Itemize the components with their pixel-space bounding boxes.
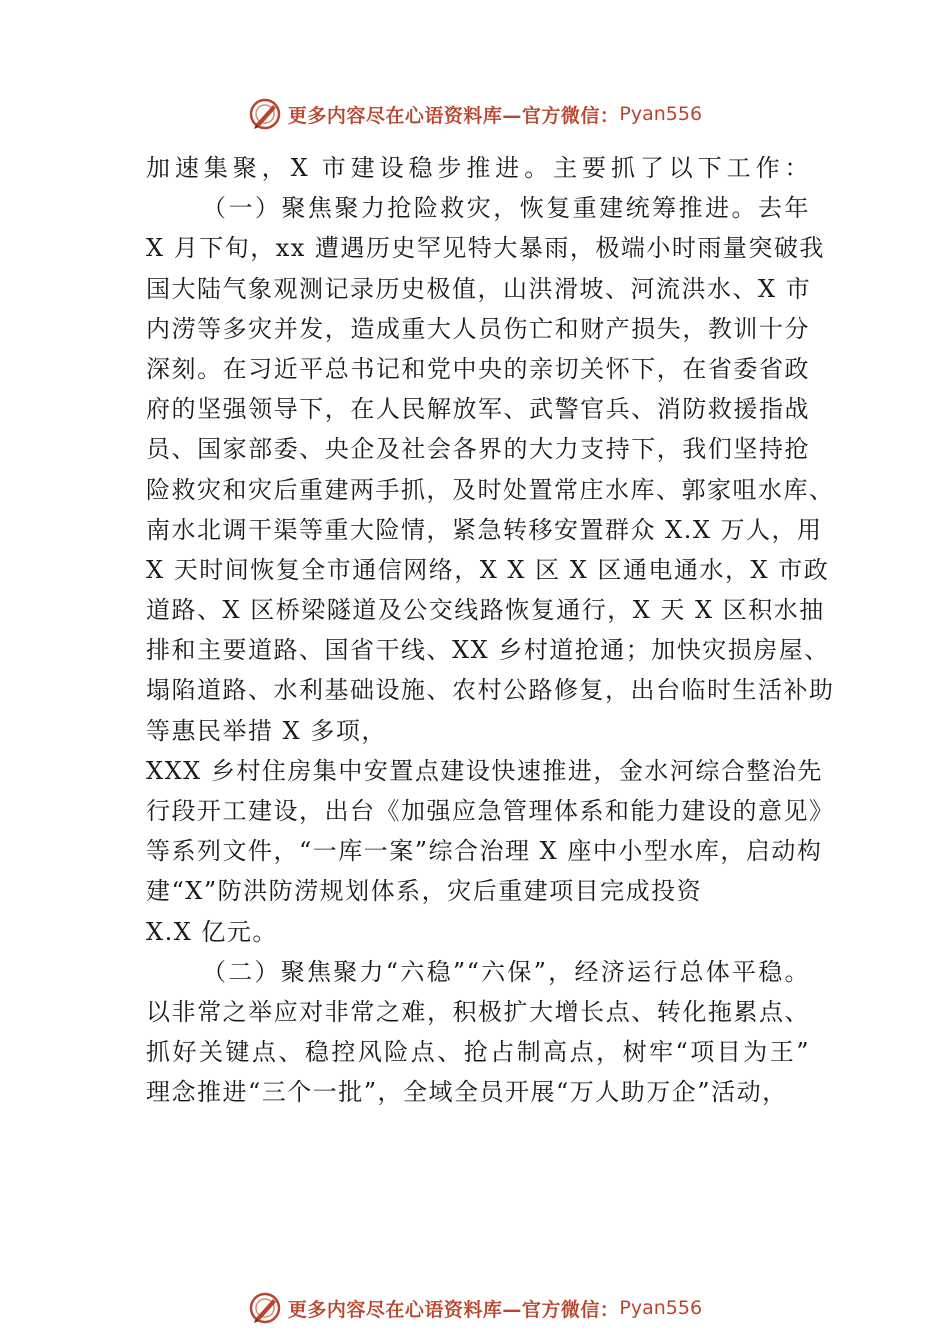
banner-contact: Pyan556 [619, 103, 703, 125]
text-line: X 月下旬，xx 遭遇历史罕见特大暴雨，极端小时雨量突破我 [146, 234, 825, 263]
text-line: 建“X”防洪防涝规划体系，灾后重建项目完成投资 [146, 877, 703, 906]
banner-text: 更多内容尽在心语资料库—官方微信： [287, 104, 620, 127]
section-heading-line: （一）聚焦聚力抢险救灾，恢复重建统筹推进。去年 [202, 194, 810, 223]
text-line: 险救灾和灾后重建两手抓，及时处置常庄水库、郭家咀水库、 [146, 475, 835, 504]
text-line: XXX 乡村住房集中安置点建设快速推进，金水河综合整治先 [146, 756, 823, 785]
text-line: 抓好关键点、稳控风险点、抢占制高点，树牢“项目为王” [146, 1038, 810, 1067]
text-line: 等系列文件，“一库一案”综合治理 X 座中小型水库，启动构 [146, 837, 823, 866]
footer-banner [0, 1286, 950, 1330]
text-line: 员、国家部委、央企及社会各界的大力支持下，我们坚持抢 [146, 435, 810, 464]
pen-circle-logo-icon [248, 1291, 282, 1325]
text-line: 内涝等多灾并发，造成重大人员伤亡和财产损失，教训十分 [146, 314, 810, 343]
text-line: 塌陷道路、水利基础设施、农村公路修复，出台临时生活补助 [146, 676, 835, 705]
text-line: X.X 亿元。 [146, 917, 278, 946]
document-body [146, 148, 835, 1113]
text-line: X 天时间恢复全市通信网络，X X 区 X 区通电通水，X 市政 [146, 555, 830, 584]
text-line: 等惠民举措 X 多项， [146, 716, 387, 745]
text-line: 南水北调干渠等重大险情，紧急转移安置群众 X.X 万人，用 [146, 515, 823, 544]
text-line: 深刻。在习近平总书记和党中央的亲切关怀下，在省委省政 [146, 354, 810, 383]
banner-contact: Pyan556 [619, 1297, 703, 1319]
text-line: 道路、X 区桥梁隧道及公交线路恢复通行，X 天 X 区积水抽 [146, 596, 825, 625]
text-line: 府的坚强领导下，在人民解放军、武警官兵、消防救援指战 [146, 395, 810, 424]
header-banner [0, 92, 950, 136]
section-heading-line: （二）聚焦聚力“六稳”“六保”，经济运行总体平稳。 [202, 957, 810, 986]
text-line: 国大陆气象观测记录历史极值，山洪滑坡、河流洪水、X 市 [146, 274, 812, 303]
text-line: 行段开工建设，出台《加强应急管理体系和能力建设的意见》 [146, 797, 835, 825]
pen-circle-logo-icon [248, 97, 282, 131]
banner-text: 更多内容尽在心语资料库—官方微信： [287, 1298, 620, 1321]
text-line: 理念推进“三个一批”，全域全员开展“万人助万企”活动， [146, 1078, 788, 1107]
text-line: 排和主要道路、国省干线、XX 乡村道抢通；加快灾损房屋、 [146, 636, 830, 665]
text-line: 以非常之举应对非常之难，积极扩大增长点、转化拖累点、 [146, 997, 810, 1026]
text-line: 加速集聚，X 市建设稳步推进。主要抓了以下工作： [146, 154, 810, 182]
